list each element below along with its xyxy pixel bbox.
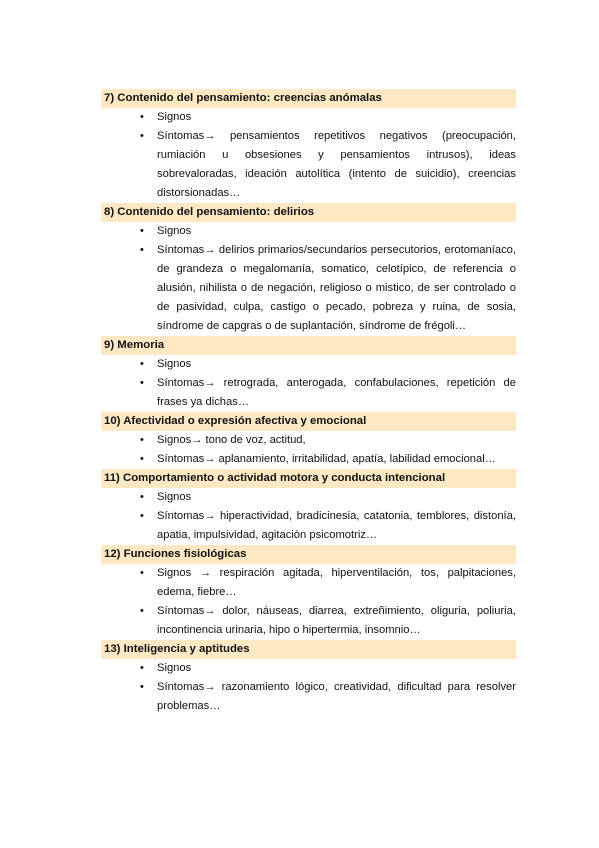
bullet-list — [101, 564, 516, 640]
item-text: Signos → respiración agitada, hiperventilación, tos, palpitaciones, edema, fiebre… — [157, 567, 516, 598]
list-item-signos — [101, 659, 516, 678]
bullet-icon: • — [140, 358, 144, 370]
item-text: Síntomas→ delirios primarios/secundarios persecutorios, erotomaníaco, de grandeza o megalomanía, somatico, celotípico, de referencia o alusión, nihilista o de negación, religioso o mistico, de ser controlado o de pasividad, culpa, castigo o pecado, pobreza y ruina, de sosia, síndrome de capgras o de suplantación, síndrome de frégoli… — [157, 244, 516, 332]
list-item-signos — [101, 355, 516, 374]
item-text: Síntomas→ retrograda, anterogada, confabulaciones, repetición de frases ya dichas… — [157, 377, 516, 408]
list-item-sintomas — [101, 241, 516, 336]
list-item-signos — [101, 488, 516, 507]
item-text: Signos — [157, 225, 192, 237]
section-8 — [101, 203, 516, 336]
section-heading: 13) Inteligencia y aptitudes — [101, 640, 516, 659]
section-11 — [101, 469, 516, 545]
list-item-signos — [101, 564, 516, 602]
section-13 — [101, 640, 516, 716]
bullet-list — [101, 431, 516, 469]
item-text: Síntomas→ dolor, náuseas, diarrea, extreñimiento, oliguria, poliuria, incontinencia urinaria, hipo o hipertermia, insomnio… — [157, 605, 516, 636]
bullet-icon: • — [140, 605, 144, 617]
bullet-icon: • — [140, 491, 144, 503]
section-9 — [101, 336, 516, 412]
bullet-icon: • — [140, 111, 144, 123]
item-text: Síntomas→ hiperactividad, bradicinesia, catatonia, temblores, distonía, apatia, impulsividad, agitación psicomotriz… — [157, 510, 516, 541]
list-item-sintomas — [101, 507, 516, 545]
list-item-signos — [101, 431, 516, 450]
bullet-list — [101, 659, 516, 716]
section-heading: 11) Comportamiento o actividad motora y conducta intencional — [101, 469, 516, 488]
bullet-icon: • — [140, 567, 144, 579]
list-item-sintomas — [101, 127, 516, 203]
list-item-sintomas — [101, 678, 516, 716]
item-text: Signos — [157, 662, 192, 674]
item-text: Signos — [157, 358, 192, 370]
document-content — [101, 89, 516, 716]
item-text: Signos — [157, 111, 192, 123]
list-item-signos — [101, 108, 516, 127]
item-text: Signos — [157, 491, 192, 503]
section-7 — [101, 89, 516, 203]
bullet-icon: • — [140, 130, 144, 142]
bullet-list — [101, 488, 516, 545]
bullet-icon: • — [140, 434, 144, 446]
bullet-list — [101, 355, 516, 412]
bullet-list — [101, 108, 516, 203]
bullet-icon: • — [140, 244, 144, 256]
list-item-signos — [101, 222, 516, 241]
bullet-icon: • — [140, 510, 144, 522]
section-12 — [101, 545, 516, 640]
bullet-icon: • — [140, 681, 144, 693]
section-10 — [101, 412, 516, 469]
bullet-list — [101, 222, 516, 336]
item-text: Síntomas→ pensamientos repetitivos negativos (preocupación, rumiación u obsesiones y pensamientos intrusos), ideas sobrevaloradas, ideación autolítica (intento de suicidio), creencias distorsionadas… — [157, 130, 516, 199]
list-item-sintomas — [101, 450, 516, 469]
section-heading: 8) Contenido del pensamiento: delirios — [101, 203, 516, 222]
bullet-icon: • — [140, 453, 144, 465]
item-text: Signos→ tono de voz, actitud, — [157, 434, 306, 446]
section-heading: 10) Afectividad o expresión afectiva y emocional — [101, 412, 516, 431]
item-text: Síntomas→ aplanamiento, irritabilidad, apatía, labilidad emocional… — [157, 453, 496, 465]
bullet-icon: • — [140, 662, 144, 674]
section-heading: 12) Funciones fisiológicas — [101, 545, 516, 564]
section-heading: 9) Memoria — [101, 336, 516, 355]
bullet-icon: • — [140, 377, 144, 389]
item-text: Síntomas→ razonamiento lógico, creatividad, dificultad para resolver problemas… — [157, 681, 516, 712]
list-item-sintomas — [101, 602, 516, 640]
section-heading: 7) Contenido del pensamiento: creencias anómalas — [101, 89, 516, 108]
list-item-sintomas — [101, 374, 516, 412]
bullet-icon: • — [140, 225, 144, 237]
